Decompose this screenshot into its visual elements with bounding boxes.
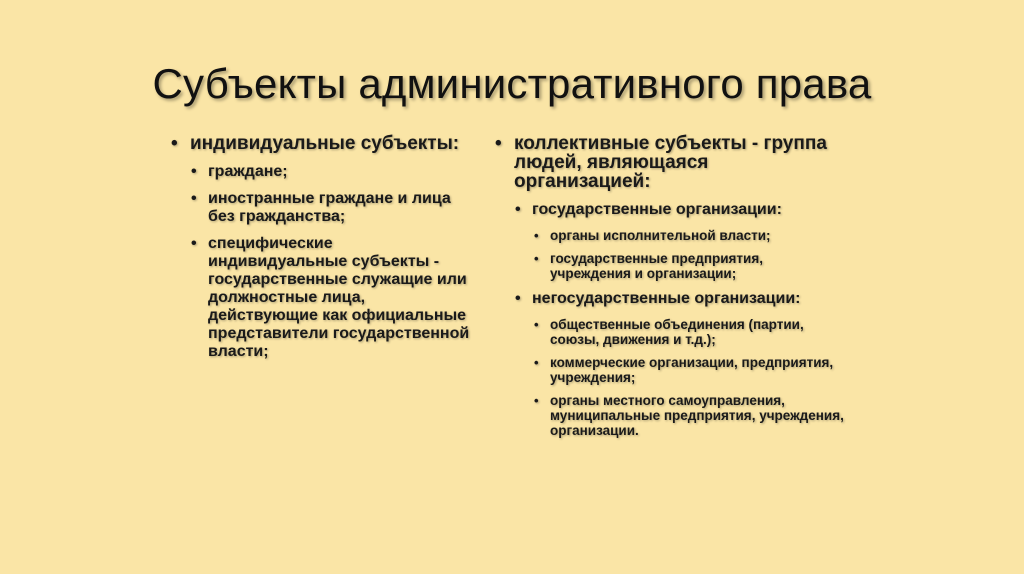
left-heading: • индивидуальные субъекты: [190, 133, 460, 154]
right-list [494, 134, 844, 438]
right-heading-item [494, 134, 844, 438]
left-column [170, 134, 470, 370]
list-item: • государственные предприятия, учреждения и организации; [532, 251, 844, 281]
list-item: • специфические индивидуальные субъекты - государственные служащие или должностные лица, действующие как официальные представители государственной власти; [190, 235, 470, 361]
left-heading-item [170, 134, 470, 361]
right-sublist [514, 201, 844, 438]
right-heading: • коллективные субъекты - группа людей, являющаяся организацией: [514, 133, 827, 192]
group-items [532, 228, 844, 281]
list-item: • общественные объединения (партии, союзы, движения и т.д.); [532, 317, 844, 347]
list-item: • граждане; [190, 163, 470, 181]
group-label: • негосударственные организации: [532, 290, 801, 307]
left-list [170, 134, 470, 361]
group-label: • государственные организации: [532, 201, 782, 218]
list-item: • органы исполнительной власти; [532, 228, 844, 243]
list-item: • коммерческие организации, предприятия, учреждения; [532, 355, 844, 385]
list-item: • органы местного самоуправления, муниципальные предприятия, учреждения, организации. [532, 393, 844, 438]
right-column [494, 134, 844, 447]
group-items [532, 317, 844, 438]
slide-title: Субъекты административного права [152, 60, 872, 107]
group-nonstate [514, 290, 844, 438]
list-item: • иностранные граждане и лица без гражданства; [190, 190, 470, 226]
left-sublist [190, 163, 470, 361]
group-state [514, 201, 844, 281]
